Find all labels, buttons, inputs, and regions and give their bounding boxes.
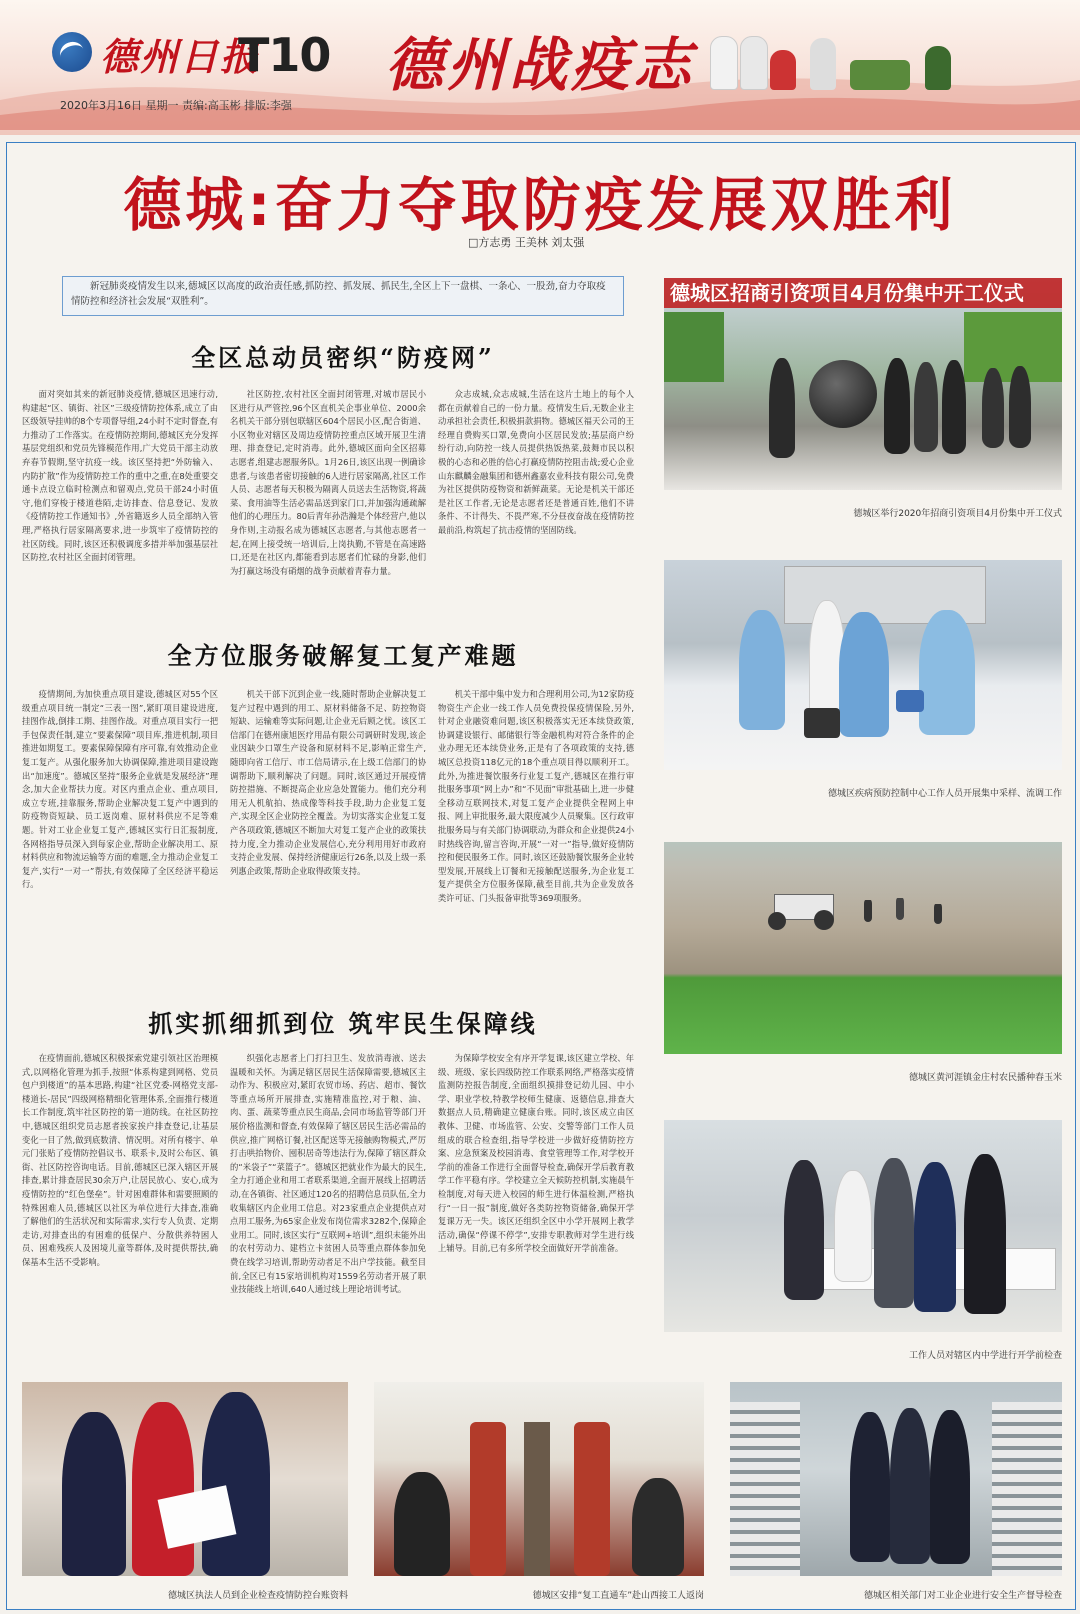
section-title-3: 抓实抓细抓到位 筑牢民生保障线 xyxy=(148,1009,538,1038)
section-body-3 xyxy=(22,1052,634,1372)
photo-caption: 德城区执法人员到企业检查疫情防控台账资料 xyxy=(167,1591,348,1601)
photo-school-inspection xyxy=(664,1120,1062,1332)
photo-farmland-sowing xyxy=(664,842,1062,1054)
section-3-column: 为保障学校安全有序开学复课,该区建立学校、年级、班级、家长四级防控工作联系网络,严格落实疫情监测防控报告制度,全面组织摸排登记幼儿园、中小学、职业学校,特教学校师生健康、返德信息,排查大数据点人员,精确建立健康台账。同时,该区成立由区教体、卫健、市场监管、公安、交警等部门工作人员组成的联合检查组,指导学校进一步做好疫情防控方案、应急预案及校园消毒、食堂管理等工作,对学校开学前的准备工作进行全面督导检查,确保开学后教育教学工作平稳有序。学校建立全天候防控机制,实施晨午检制度,对每天进入校园的师生进行体温检测,严格执行“一日一报”制度,做好各类防控物资储备,确保开学复课万无一失。该区还组织全区中小学开展网上教学活动,确保“停课不停学”,安排专职教师对学生进行线上辅导。目前,已有多所学校全面做好开学前准备。 xyxy=(438,1053,634,1254)
photo-caption: 工作人员对辖区内中学进行开学前检查 xyxy=(908,1351,1062,1361)
photo-caption: 德城区黄河涯镇金庄村农民播种春玉米 xyxy=(908,1073,1062,1083)
masthead xyxy=(0,0,1080,135)
headline: 德城:奋力夺取防疫发展双胜利 xyxy=(123,171,957,239)
photo-caption: 德城区安排“复工直通车”赴山西接工人返岗 xyxy=(532,1591,704,1601)
masthead-illustration xyxy=(700,20,1000,90)
photo-caption: 德城区举行2020年招商引资项目4月份集中开工仪式 xyxy=(853,509,1062,519)
newspaper-logo-icon xyxy=(52,32,92,72)
photo-groundbreaking-ceremony xyxy=(664,278,1062,490)
section-1-column: 众志成城,众志成城,生活在这片土地上的每个人都在贡献着自己的一份力量。疫情发生后,无数企业主动承担社会责任,积极捐款捐物。德城区福天公司的王经理自费购买口罩,免费向小区居民发放;基层商户纷纷行动,向防控一线人员提供热饭热菜,鼓舞市民以积极的心态和必胜的信心打赢疫情防控阻击战;爱心企业山东麒麟金融集团和德州鑫嘉农业科技有限公司,免费为社区提供防疫物资和新鲜蔬菜。无论是机关干部还是社区工作者,无论是志愿者还是普通百姓,他们不讲条件、不计得失、不畏严寒,不分昼夜奋战在疫情防控最前沿,构筑起了抗击疫情的坚固防线。 xyxy=(438,389,634,535)
section-body-2 xyxy=(22,688,634,974)
section-2-column: 疫情期间,为加快重点项目建设,德城区对55个区级重点项目统一制定“三表一图”,紧盯项目建设进度,挂图作战,倒排工期、挂图作战。对重点项目实行一把手包保责任制,建立“要素保障”项目库,推进机制,项目推进如期复工。要素保障保障有序可靠,有效推动企业复工复产。从强化服务加大协调保障,推进项目建设跑出“加速度”。德城区坚持“服务企业就是发展经济”理念,加大企业帮扶力度。对区内重点企业、重点项目,成立专班,挂靠服务,帮助企业解决复工复产中遇到的防疫物资短缺、员工返岗难、原材料供应不足等难题。针对工业企业复工复产,德城区实行日汇报制度,各网格指导员深入到每家企业,帮助企业解决用工、原材料供应和物流运输等方面的难题,全力推动企业复工复产,实行“一对一”帮扶,有效保障了全区经济平稳运行。 xyxy=(22,689,218,890)
section-2-column: 机关干部中集中发力和合理利用公司,为12家防疫物资生产企业一线工作人员免费投保疫情保险,另外,针对企业融资难问题,该区积极落实无还本续贷政策,协调建设银行、邮储银行等金融机构对符合条件的企业办理无还本续贷业务,正是有了各项政策的支持,德城区总投资118亿元的18个重点项目得以顺利开工。此外,为推进餐饮服务行业复工复产,德城区在推行审批服务事项“网上办”和“不见面”审批基础上,进一步健全移动互联网技术,对复工复产企业提供全程网上申报、网上审批服务,最大限度减少人员聚集。区行政审批服务局与有关部门协调联动,为群众和企业提供24小时热线咨询,留言咨询,开展“一对一”指导,做好疫情防控和便民服务工作。同时,该区还鼓励餐饮服务企业转型发展,开展线上订餐和无接触配送服务,为企业复工复产提供全方位服务保障,截至目前,共为企业发放各类许可证、门头报备审批等369项服务。 xyxy=(438,689,634,903)
photo-caption: 德城区相关部门对工业企业进行安全生产督导检查 xyxy=(863,1591,1062,1601)
column-name: 德州战疫志 xyxy=(385,31,696,99)
byline: □方志勇 王美林 刘太强 xyxy=(468,236,585,249)
page-number: T10 xyxy=(238,28,331,82)
section-3-column: 在疫情面前,德城区积极探索党建引领社区治理模式,以网格化管理为抓手,按照“体系构建到网格、党员包户到楼道”的基本思路,构建“社区党委-网格党支部-楼道长-居民”四级网格精细化管理体系,全面推行楼道长工作制度,筑牢社区防控的第一道防线。在社区防控中,德城区组织党员志愿者挨家挨户排查登记,让基层变化一目了然,做到底数清、情况明。对所有楼宇、单元门张贴了疫情防控倡议书、联系卡,及时公布区、镇街、社区防控咨询电话。目前,德城区已深入辖区开展排查,累计排查居民30余万户,让居民放心、安心,成为疫情防控的“红色堡垒”。针对困难群体和需要照顾的特殊困难人员,德城区以社区为单位进行大排查,准确了解他们的生活状况和实际需求,实行专人负责、定期走访,对排查出的有困难的低保户、分散供养特困人员、困难残疾人及困境儿童等群体,及时提供帮扶,确保基本生活不受影响。 xyxy=(22,1053,218,1267)
section-title-2: 全方位服务破解复工复产难题 xyxy=(167,641,519,670)
section-title-1: 全区总动员密织“防疫网” xyxy=(191,343,495,372)
photo-overlay-title: 德城区招商引资项目4月份集中开工仪式 xyxy=(664,278,1062,308)
issue-line: 2020年3月16日 星期一 责编:高玉彬 排版:李强 xyxy=(60,99,292,112)
paper-name: 德州日报 xyxy=(100,34,261,79)
section-1-column: 社区防控,农村社区全面封闭管理,对城市居民小区进行从严管控,96个区直机关企事业单位、2000余名机关干部分别包联辖区604个居民小区,配合街道、小区物业对辖区及周边疫情防控重点区域开展卫生清理、排查登记,定时消毒。此外,德城区面向全区招募志愿者,组建志愿服务队。1月26日,该区出现一例确诊患者,与该患者密切接触的6人进行居家隔离,社区工作人员、志愿者每天积极为隔离人员送去生活物资,将蔬菜、食用油等生活必需品送到家门口,并加强沟通疏解他们的心理压力。80后青年孙浩瀚是个体经营户,他以身作则,主动报名成为德城区志愿者,与其他志愿者一起,在网上接受统一培训后,上岗执勤,不管是在高速路口,还是在社区内,都能看到志愿者们忙碌的身影,他们为打赢这场没有硝烟的战争贡献着青春力量。 xyxy=(230,389,426,576)
lead-paragraph: 新冠肺炎疫情发生以来,德城区以高度的政治责任感,抓防控、抓发展、抓民生,全区上下一盘棋、一条心、一股劲,奋力夺取疫情防控和经济社会发展“双胜利”。 xyxy=(62,276,624,316)
section-2-column: 机关干部下沉到企业一线,随时帮助企业解决复工复产过程中遇到的用工、原材料储备不足、防控物资短缺、运输难等实际问题,让企业无后顾之忧。该区工信部门在德州康旭医疗用品有限公司调研时发现,该企业因缺少口罩生产设备和原材料不足,影响正常生产,随即向省工信厅、市工信局请示,在上级工信部门的协调帮助下,顺利解决了问题。同时,该区通过开展疫情防控措施、不断提高企业应急处置能力。他们充分利用无人机航拍、热成像等科技手段,助力企业复工复产,实现全区企业防控全覆盖。为切实落实企业复工复产各项政策,德城区不断加大对复工复产企业的政策扶持力度,全力推动企业发展信心,充分利用用好市政府支持企业发展、保持经济健康运行26条,以及上级一系列惠企政策,帮助企业取得政策支持。 xyxy=(230,689,426,876)
photo-return-to-work-bus xyxy=(374,1382,704,1576)
section-1-column: 面对突如其来的新冠肺炎疫情,德城区迅速行动,构建起“区、镇街、社区”三级疫情防控体系,成立了由区级领导挂帅的8个专项督导组,24小时不定时督查,有力推动了工作落实。在疫情防控期间,德城区充分发挥基层党组织和党员先锋模范作用,广大党员干部主动放弃春节假期,坚守抗疫一线。该区坚持把“外防输入、内防扩散”作为疫情防控工作的重中之重,在8处重要交通卡点设立临时检测点和留观点,党员干部24小时值守,他们穿梭于楼道巷陌,走访排查、信息登记、发放《疫情防控工作通知书》,外省籍返乡人员全部纳入管理,严格执行居家隔离要求,进一步筑牢了疫情防控的社区防线。同时,该区还积极调度多措并举加强基层社区防控,农村社区全面封闭管理。 xyxy=(22,389,218,563)
photo-enforcement-check xyxy=(22,1382,348,1576)
section-3-column: 织强化志愿者上门打扫卫生、发放消毒液、送去温暖和关怀。为满足辖区居民生活保障需要,德城区主动作为、积极应对,紧盯农贸市场、药店、超市、餐饮等重点场所开展排查,实施精准监控,对于粮、油、肉、蛋、蔬菜等重点民生商品,会同市场监管等部门开展价格监测和督查,有效保障了辖区居民生活必需品的供应,推广网格订餐,社区配送等无接触购物模式,严厉打击哄抬物价、囤积居奇等违法行为,保障了辖区群众的“米袋子”“菜篮子”。德城区把就业作为最大的民生,全力打通企业和用工者联系渠道,全面开展线上招聘活动,在各镇街、社区通过120名的招聘信息员队伍,全力收集辖区内企业用工信息。对23家重点企业提供点对点用工服务,为65家企业发布岗位需求3282个,保障企业用工。同时,该区实行“互联网+培训”,组织未能外出的农村劳动力、建档立卡贫困人员等重点群体参加免费在线学习培训,帮助劳动者足不出户学技能。截至目前,全区已有15家培训机构对1559名劳动者开展了职业技能线上培训,640人通过线上理论培训考试。 xyxy=(230,1053,426,1295)
photo-cdc-sampling xyxy=(664,560,1062,770)
photo-caption: 德城区疾病预防控制中心工作人员开展集中采样、流调工作 xyxy=(827,789,1062,799)
section-body-1 xyxy=(22,388,634,588)
photo-factory-safety-inspection xyxy=(730,1382,1062,1576)
